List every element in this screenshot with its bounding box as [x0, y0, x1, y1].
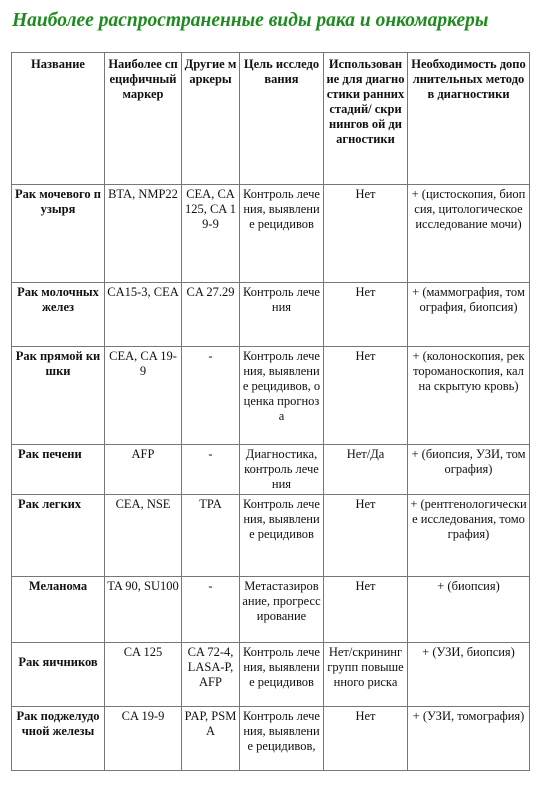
cell-purpose: Метастазирование, прогрессирование — [240, 577, 324, 643]
cell-specific: CEA, CA 19-9 — [105, 347, 182, 445]
table-row — [12, 643, 530, 707]
cell-specific: CA 125 — [105, 643, 182, 707]
cell-specific: CA15-3, CEA — [105, 283, 182, 347]
cell-early: Нет — [324, 495, 408, 577]
cell-extra: + (колоноскопия, ректороманоскопия, кал на скрытую кровь) — [408, 347, 530, 445]
cell-name: Рак печени — [12, 445, 105, 495]
table-row — [12, 577, 530, 643]
cell-extra: + (рентгенологические исследования, томография) — [408, 495, 530, 577]
cell-purpose: Диагностика, контроль лечения — [240, 445, 324, 495]
cell-other: CEA, CA 125, CA 19-9 — [182, 185, 240, 283]
cell-specific: AFP — [105, 445, 182, 495]
table-row — [12, 347, 530, 445]
cell-name: Рак прямой кишки — [12, 347, 105, 445]
cancer-markers-table — [11, 52, 530, 771]
cell-other: CA 27.29 — [182, 283, 240, 347]
cell-purpose: Контроль лечения, выявление рецидивов, оценка прогноза — [240, 347, 324, 445]
cell-purpose: Контроль лечения, выявление рецидивов — [240, 495, 324, 577]
cell-name: Рак яичников — [12, 643, 105, 707]
cell-early: Нет — [324, 185, 408, 283]
cell-early: Нет/Да — [324, 445, 408, 495]
header-purpose: Цель исследования — [240, 53, 324, 185]
cell-purpose: Контроль лечения, выявление рецидивов — [240, 185, 324, 283]
cell-extra: + (маммография, томография, биопсия) — [408, 283, 530, 347]
cell-name: Рак легких — [12, 495, 105, 577]
cell-early: Нет — [324, 283, 408, 347]
cell-extra: + (цистоскопия, биопсия, цитологическое исследование мочи) — [408, 185, 530, 283]
header-extra-methods: Необходимость дополнительных методов диагностики — [408, 53, 530, 185]
cell-specific: BTA, NMP22 — [105, 185, 182, 283]
cell-purpose: Контроль лечения, выявление рецидивов — [240, 643, 324, 707]
table-row — [12, 283, 530, 347]
cell-other: - — [182, 445, 240, 495]
cell-early: Нет — [324, 347, 408, 445]
header-other-markers: Другие маркеры — [182, 53, 240, 185]
cell-specific: CA 19-9 — [105, 707, 182, 771]
cell-early: Нет — [324, 707, 408, 771]
cell-other: TPA — [182, 495, 240, 577]
cell-extra: + (биопсия, УЗИ, томография) — [408, 445, 530, 495]
cell-other: PAP, PSMA — [182, 707, 240, 771]
cell-specific: CEA, NSE — [105, 495, 182, 577]
cell-other: - — [182, 577, 240, 643]
cell-purpose: Контроль лечения — [240, 283, 324, 347]
header-name: Название — [12, 53, 105, 185]
cell-name: Меланома — [12, 577, 105, 643]
header-early-diagnosis: Использование для диагностики ранних стадий/ скринингов ой диагностики — [324, 53, 408, 185]
page-title: Наиболее распространенные виды рака и онкомаркеры — [12, 10, 489, 31]
cell-other: - — [182, 347, 240, 445]
header-specific-marker: Наиболее специфичный маркер — [105, 53, 182, 185]
cell-extra: + (УЗИ, томография) — [408, 707, 530, 771]
table-row — [12, 185, 530, 283]
cell-extra: + (биопсия) — [408, 577, 530, 643]
cell-early: Нет — [324, 577, 408, 643]
cell-name: Рак поджелудочной железы — [12, 707, 105, 771]
cell-extra: + (УЗИ, биопсия) — [408, 643, 530, 707]
table-row — [12, 495, 530, 577]
table-row — [12, 707, 530, 771]
cell-other: CA 72-4, LASA-P, AFP — [182, 643, 240, 707]
cell-early: Нет/скрининг групп повышенного риска — [324, 643, 408, 707]
cell-specific: TA 90, SU100 — [105, 577, 182, 643]
cell-purpose: Контроль лечения, выявление рецидивов, — [240, 707, 324, 771]
table-row — [12, 445, 530, 495]
cell-name: Рак молочных желез — [12, 283, 105, 347]
cell-name: Рак мочевого пузыря — [12, 185, 105, 283]
table-header-row — [12, 53, 530, 185]
